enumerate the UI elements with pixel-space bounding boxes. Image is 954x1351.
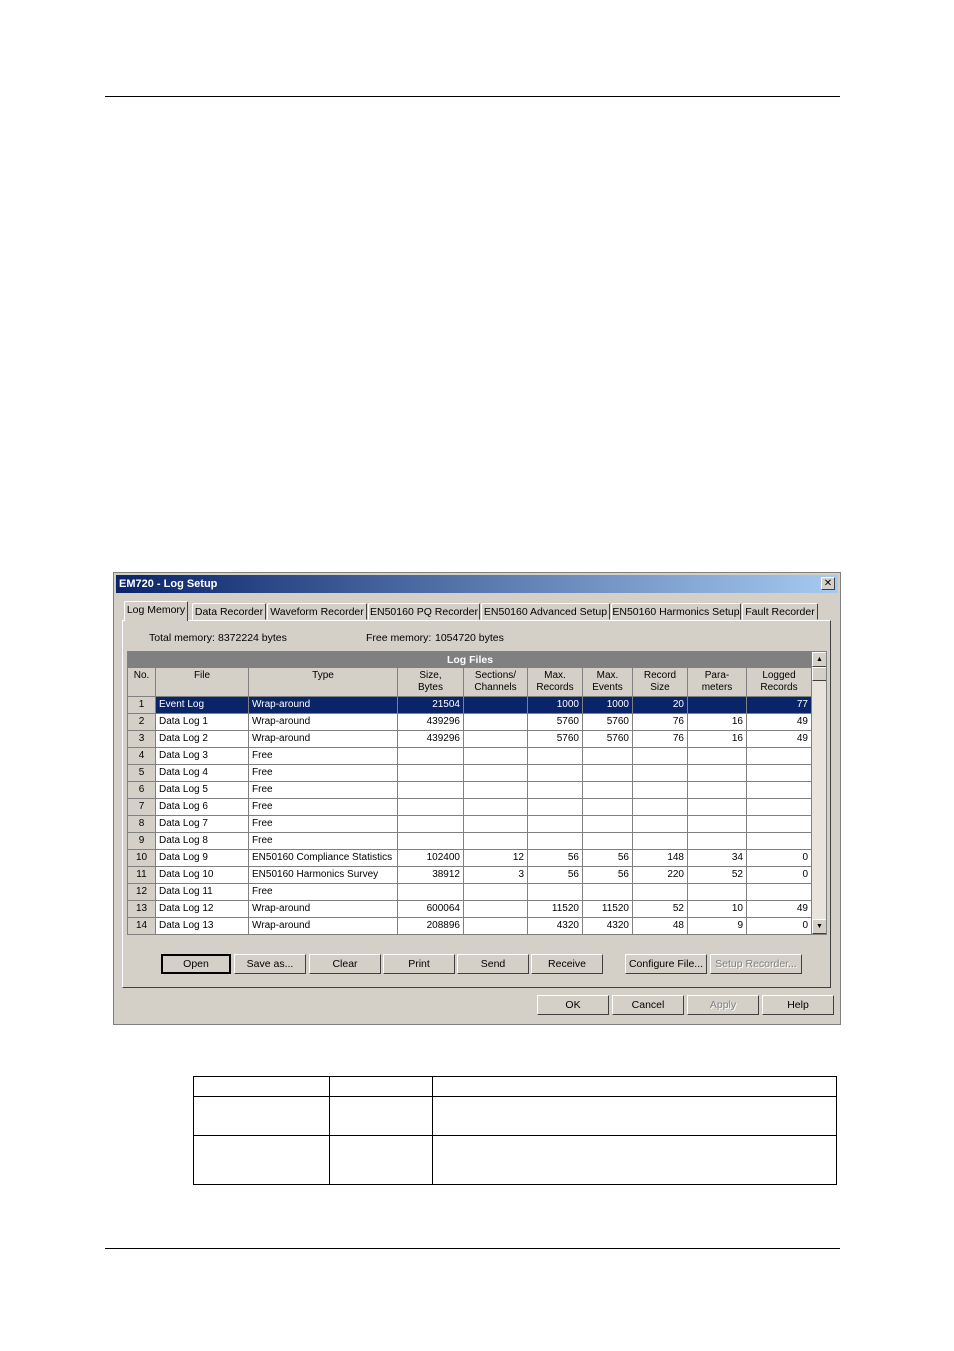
table-cell[interactable] bbox=[398, 782, 464, 799]
row-number[interactable]: 12 bbox=[128, 884, 156, 901]
table-cell[interactable] bbox=[398, 816, 464, 833]
table-cell[interactable] bbox=[583, 748, 633, 765]
header-logged-records[interactable]: Logged Records bbox=[747, 668, 812, 697]
table-cell bbox=[433, 1077, 837, 1097]
header-max-events[interactable]: Max. Events bbox=[583, 668, 633, 697]
header-max-records[interactable]: Max. Records bbox=[528, 668, 583, 697]
tab-waveform-recorder[interactable]: Waveform Recorder bbox=[267, 603, 367, 620]
table-cell[interactable]: 77 bbox=[747, 697, 812, 714]
table-cell[interactable]: Data Log 4 bbox=[156, 765, 249, 782]
tab-fault-recorder[interactable]: Fault Recorder bbox=[742, 603, 818, 620]
table-cell[interactable]: Data Log 8 bbox=[156, 833, 249, 850]
table-row[interactable] bbox=[128, 901, 812, 918]
table-cell bbox=[194, 1136, 330, 1185]
table-cell[interactable] bbox=[583, 799, 633, 816]
tab-en50160-pq-recorder[interactable]: EN50160 PQ Recorder bbox=[368, 603, 480, 620]
table-cell[interactable]: 12 bbox=[464, 850, 528, 867]
table-cell[interactable]: Wrap-around bbox=[249, 697, 398, 714]
table-cell[interactable]: 3 bbox=[464, 867, 528, 884]
print-button[interactable]: Print bbox=[383, 954, 455, 974]
scroll-up-icon[interactable]: ▲ bbox=[812, 652, 827, 667]
table-cell[interactable] bbox=[583, 884, 633, 901]
table-cell[interactable]: Free bbox=[249, 799, 398, 816]
header-type[interactable]: Type bbox=[249, 668, 398, 697]
table-cell[interactable]: 0 bbox=[747, 850, 812, 867]
table-cell[interactable] bbox=[688, 833, 747, 850]
table-cell bbox=[330, 1097, 433, 1136]
table-row[interactable] bbox=[128, 697, 812, 714]
table-cell[interactable]: 1000 bbox=[583, 697, 633, 714]
table-cell[interactable] bbox=[398, 748, 464, 765]
table-cell[interactable] bbox=[747, 884, 812, 901]
table-cell[interactable]: Data Log 13 bbox=[156, 918, 249, 935]
table-row[interactable] bbox=[128, 731, 812, 748]
table-cell bbox=[433, 1136, 837, 1185]
table-row[interactable] bbox=[128, 799, 812, 816]
table-cell[interactable]: 439296 bbox=[398, 714, 464, 731]
table-cell[interactable] bbox=[528, 799, 583, 816]
table-cell[interactable] bbox=[633, 816, 688, 833]
table-cell[interactable] bbox=[464, 748, 528, 765]
row-number[interactable]: 4 bbox=[128, 748, 156, 765]
table-cell[interactable]: 56 bbox=[583, 867, 633, 884]
row-number[interactable]: 14 bbox=[128, 918, 156, 935]
table-row[interactable] bbox=[128, 782, 812, 799]
header-size[interactable]: Size, Bytes bbox=[398, 668, 464, 697]
table-cell[interactable]: 34 bbox=[688, 850, 747, 867]
table-cell[interactable]: 1000 bbox=[528, 697, 583, 714]
dialog-titlebar bbox=[116, 575, 838, 593]
receive-button[interactable]: Receive bbox=[531, 954, 603, 974]
table-cell[interactable] bbox=[464, 884, 528, 901]
table-row bbox=[194, 1097, 837, 1136]
table-cell[interactable]: Data Log 2 bbox=[156, 731, 249, 748]
table-cell[interactable]: 4320 bbox=[528, 918, 583, 935]
table-cell[interactable]: Free bbox=[249, 833, 398, 850]
vertical-scrollbar[interactable] bbox=[812, 652, 827, 934]
header-parameters[interactable]: Para- meters bbox=[688, 668, 747, 697]
table-cell[interactable]: 49 bbox=[747, 731, 812, 748]
table-cell[interactable]: Data Log 6 bbox=[156, 799, 249, 816]
table-cell[interactable] bbox=[528, 765, 583, 782]
table-row[interactable] bbox=[128, 867, 812, 884]
table-cell[interactable] bbox=[398, 884, 464, 901]
table-cell[interactable]: 16 bbox=[688, 714, 747, 731]
table-cell[interactable] bbox=[633, 833, 688, 850]
close-icon[interactable]: ✕ bbox=[821, 577, 835, 590]
apply-button[interactable]: Apply bbox=[687, 995, 759, 1015]
table-cell[interactable]: Data Log 5 bbox=[156, 782, 249, 799]
table-cell[interactable]: 10 bbox=[688, 901, 747, 918]
table-row bbox=[194, 1136, 837, 1185]
table-cell[interactable] bbox=[747, 833, 812, 850]
table-cell bbox=[433, 1097, 837, 1136]
table-cell[interactable] bbox=[528, 816, 583, 833]
table-cell[interactable]: 5760 bbox=[528, 714, 583, 731]
table-cell[interactable] bbox=[583, 765, 633, 782]
table-cell[interactable]: 49 bbox=[747, 714, 812, 731]
table-cell[interactable]: Data Log 3 bbox=[156, 748, 249, 765]
table-cell[interactable]: Wrap-around bbox=[249, 918, 398, 935]
table-cell[interactable]: 208896 bbox=[398, 918, 464, 935]
ok-button[interactable]: OK bbox=[537, 995, 609, 1015]
table-cell[interactable] bbox=[633, 884, 688, 901]
row-number[interactable]: 2 bbox=[128, 714, 156, 731]
table-cell[interactable] bbox=[464, 714, 528, 731]
cancel-button[interactable]: Cancel bbox=[612, 995, 684, 1015]
table-cell bbox=[330, 1136, 433, 1185]
table-cell[interactable]: 21504 bbox=[398, 697, 464, 714]
table-cell[interactable]: 0 bbox=[747, 918, 812, 935]
table-cell[interactable]: Free bbox=[249, 748, 398, 765]
top-rule bbox=[105, 96, 840, 97]
table-cell[interactable] bbox=[633, 748, 688, 765]
table-cell bbox=[194, 1097, 330, 1136]
table-cell[interactable]: Data Log 7 bbox=[156, 816, 249, 833]
table-cell[interactable] bbox=[464, 799, 528, 816]
table-row[interactable] bbox=[128, 884, 812, 901]
table-cell[interactable]: 52 bbox=[633, 901, 688, 918]
table-cell[interactable] bbox=[528, 748, 583, 765]
table-cell[interactable] bbox=[528, 782, 583, 799]
table-cell[interactable]: 102400 bbox=[398, 850, 464, 867]
table-cell[interactable] bbox=[464, 782, 528, 799]
table-cell[interactable]: 11520 bbox=[528, 901, 583, 918]
table-cell[interactable] bbox=[747, 782, 812, 799]
table-row[interactable] bbox=[128, 748, 812, 765]
header-file[interactable]: File bbox=[156, 668, 249, 697]
table-cell[interactable]: Wrap-around bbox=[249, 714, 398, 731]
table-cell[interactable]: Free bbox=[249, 765, 398, 782]
table-cell bbox=[194, 1077, 330, 1097]
table-cell[interactable] bbox=[747, 748, 812, 765]
row-number[interactable]: 10 bbox=[128, 850, 156, 867]
table-cell[interactable] bbox=[633, 799, 688, 816]
table-cell[interactable]: 56 bbox=[528, 850, 583, 867]
table-cell[interactable]: Data Log 12 bbox=[156, 901, 249, 918]
table-cell[interactable]: 52 bbox=[688, 867, 747, 884]
table-cell[interactable] bbox=[464, 731, 528, 748]
table-row[interactable] bbox=[128, 765, 812, 782]
table-cell[interactable]: 4320 bbox=[583, 918, 633, 935]
row-number[interactable]: 11 bbox=[128, 867, 156, 884]
free-memory-value: 1054720 bytes bbox=[435, 632, 504, 644]
table-cell[interactable]: Wrap-around bbox=[249, 731, 398, 748]
table-cell[interactable]: 56 bbox=[528, 867, 583, 884]
table-cell[interactable]: 220 bbox=[633, 867, 688, 884]
table-cell[interactable] bbox=[464, 918, 528, 935]
table-cell[interactable]: Free bbox=[249, 782, 398, 799]
dialog-title: EM720 - Log Setup bbox=[119, 578, 218, 590]
send-button[interactable]: Send bbox=[457, 954, 529, 974]
configure-file-button[interactable]: Configure File... bbox=[625, 954, 707, 974]
help-button[interactable]: Help bbox=[762, 995, 834, 1015]
table-cell[interactable] bbox=[583, 782, 633, 799]
table-row[interactable] bbox=[128, 833, 812, 850]
tab-data-recorder[interactable]: Data Recorder bbox=[192, 603, 266, 620]
row-number[interactable]: 6 bbox=[128, 782, 156, 799]
table-row[interactable] bbox=[128, 816, 812, 833]
row-number[interactable]: 9 bbox=[128, 833, 156, 850]
clear-button[interactable]: Clear bbox=[309, 954, 381, 974]
table-cell[interactable] bbox=[583, 816, 633, 833]
table-cell[interactable] bbox=[688, 748, 747, 765]
free-memory-label: Free memory: bbox=[366, 632, 432, 644]
table-cell[interactable]: 0 bbox=[747, 867, 812, 884]
table-cell[interactable]: 439296 bbox=[398, 731, 464, 748]
table-cell[interactable]: 76 bbox=[633, 731, 688, 748]
table-cell[interactable]: 9 bbox=[688, 918, 747, 935]
table-cell[interactable]: Free bbox=[249, 884, 398, 901]
header-no[interactable]: No. bbox=[128, 668, 156, 697]
table-cell[interactable]: 148 bbox=[633, 850, 688, 867]
table-cell[interactable]: Wrap-around bbox=[249, 901, 398, 918]
table-cell[interactable] bbox=[583, 833, 633, 850]
table-cell[interactable] bbox=[747, 816, 812, 833]
tab-en50160-advanced-setup[interactable]: EN50160 Advanced Setup bbox=[481, 603, 610, 620]
table-cell[interactable]: 600064 bbox=[398, 901, 464, 918]
table-cell[interactable] bbox=[464, 816, 528, 833]
table-row[interactable] bbox=[128, 918, 812, 935]
row-number[interactable]: 13 bbox=[128, 901, 156, 918]
log-setup-dialog bbox=[113, 572, 841, 1025]
table-cell[interactable] bbox=[633, 782, 688, 799]
table-cell[interactable] bbox=[398, 765, 464, 782]
table-cell[interactable]: EN50160 Compliance Statistics bbox=[249, 850, 398, 867]
table-cell[interactable]: 48 bbox=[633, 918, 688, 935]
row-number[interactable]: 5 bbox=[128, 765, 156, 782]
table-cell[interactable] bbox=[528, 884, 583, 901]
log-files-grid bbox=[127, 651, 827, 935]
table-cell[interactable] bbox=[464, 765, 528, 782]
table-row[interactable] bbox=[128, 850, 812, 867]
total-memory-label: Total memory: bbox=[149, 632, 215, 644]
table-cell bbox=[330, 1077, 433, 1097]
table-cell[interactable] bbox=[688, 765, 747, 782]
row-number[interactable]: 1 bbox=[128, 697, 156, 714]
table-cell[interactable]: Data Log 10 bbox=[156, 867, 249, 884]
table-cell[interactable] bbox=[747, 799, 812, 816]
table-row[interactable] bbox=[128, 714, 812, 731]
description-table bbox=[193, 1076, 837, 1185]
grid-title: Log Files bbox=[128, 652, 812, 668]
setup-recorder-button[interactable]: Setup Recorder... bbox=[710, 954, 802, 974]
table-cell[interactable] bbox=[398, 799, 464, 816]
table-cell[interactable]: 49 bbox=[747, 901, 812, 918]
table-cell[interactable] bbox=[688, 799, 747, 816]
table-cell[interactable]: 5760 bbox=[583, 731, 633, 748]
scroll-thumb[interactable] bbox=[812, 667, 827, 681]
table-cell[interactable]: 38912 bbox=[398, 867, 464, 884]
open-button[interactable]: Open bbox=[161, 954, 231, 974]
tab-en50160-harmonics-setup[interactable]: EN50160 Harmonics Setup bbox=[611, 603, 741, 620]
table-cell[interactable] bbox=[688, 697, 747, 714]
table-cell[interactable]: 5760 bbox=[528, 731, 583, 748]
table-cell[interactable]: Event Log bbox=[156, 697, 249, 714]
table-cell[interactable] bbox=[464, 901, 528, 918]
table-cell[interactable]: Data Log 11 bbox=[156, 884, 249, 901]
table-cell[interactable]: 20 bbox=[633, 697, 688, 714]
table-cell[interactable]: Data Log 1 bbox=[156, 714, 249, 731]
table-cell[interactable] bbox=[688, 816, 747, 833]
table-cell[interactable]: Data Log 9 bbox=[156, 850, 249, 867]
table-cell[interactable] bbox=[688, 884, 747, 901]
save-as-button[interactable]: Save as... bbox=[234, 954, 306, 974]
table-cell[interactable] bbox=[464, 697, 528, 714]
table-cell[interactable]: Free bbox=[249, 816, 398, 833]
table-cell[interactable] bbox=[688, 782, 747, 799]
table-cell[interactable] bbox=[464, 833, 528, 850]
table-cell[interactable] bbox=[528, 833, 583, 850]
table-cell[interactable] bbox=[747, 765, 812, 782]
table-cell[interactable]: 16 bbox=[688, 731, 747, 748]
header-sections[interactable]: Sections/ Channels bbox=[464, 668, 528, 697]
tab-log-memory[interactable]: Log Memory bbox=[124, 601, 188, 621]
table-cell[interactable] bbox=[633, 765, 688, 782]
table-cell[interactable]: 76 bbox=[633, 714, 688, 731]
row-number[interactable]: 3 bbox=[128, 731, 156, 748]
table-cell[interactable]: 5760 bbox=[583, 714, 633, 731]
description-table-header-row bbox=[194, 1077, 837, 1097]
table-cell[interactable] bbox=[398, 833, 464, 850]
table-cell[interactable]: EN50160 Harmonics Survey bbox=[249, 867, 398, 884]
table-cell[interactable]: 56 bbox=[583, 850, 633, 867]
total-memory-value: 8372224 bytes bbox=[218, 632, 287, 644]
bottom-rule bbox=[105, 1248, 840, 1249]
row-number[interactable]: 7 bbox=[128, 799, 156, 816]
scroll-down-icon[interactable]: ▼ bbox=[812, 919, 827, 934]
row-number[interactable]: 8 bbox=[128, 816, 156, 833]
header-record-size[interactable]: Record Size bbox=[633, 668, 688, 697]
table-cell[interactable]: 11520 bbox=[583, 901, 633, 918]
